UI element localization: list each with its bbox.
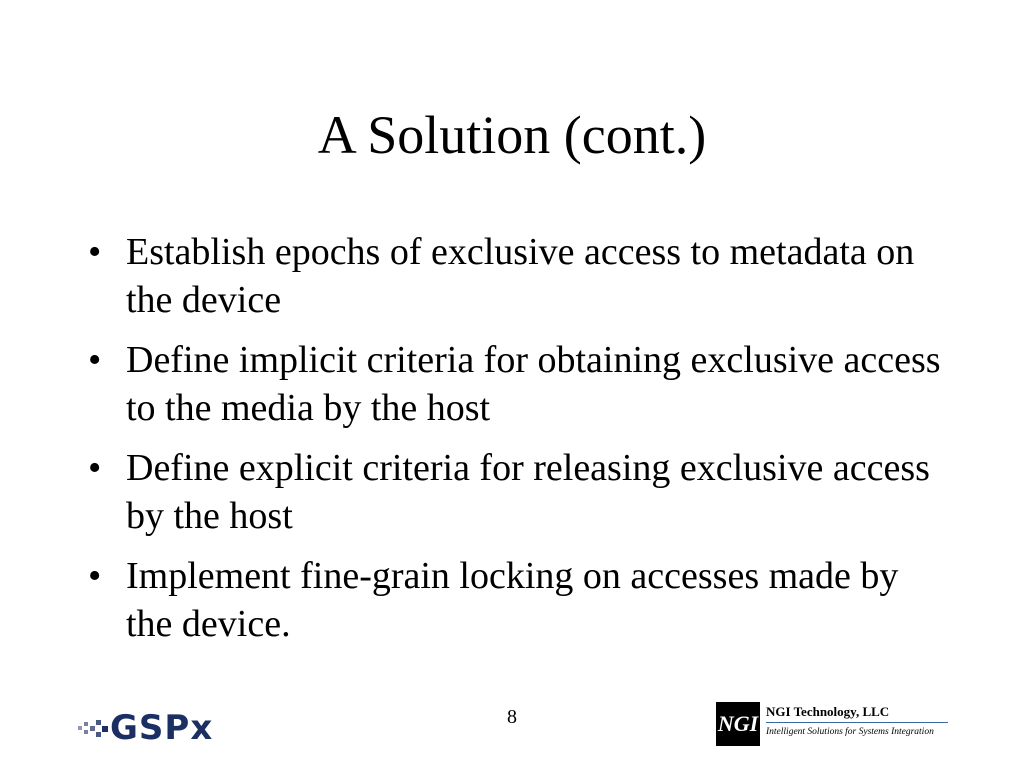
bullet-marker: • [88,447,102,489]
logo-divider [766,722,948,723]
bullet-text: Define implicit criteria for obtaining exclusive access to the media by the host [126,339,941,429]
gspx-logo [74,706,294,746]
bullet-text: Establish epochs of exclusive access to metadata on the device [126,231,915,321]
bullet-item [88,336,948,432]
bullet-marker: • [88,339,102,381]
gspx-logo-graphic [74,706,294,746]
slide-title: A Solution (cont.) [317,105,707,165]
company-tagline: Intelligent Solutions for Systems Integration [766,727,934,737]
bullet-marker: • [88,231,102,273]
bullet-text: Define explicit criteria for releasing exclusive access by the host [126,447,930,537]
bullet-item [88,444,948,540]
ngi-mark-icon: NGI [716,702,760,746]
bullet-marker: • [88,555,102,597]
page-number: 8 [507,706,517,728]
company-name: NGI Technology, LLC [766,704,890,719]
svg-text:GSPx: GSPx [110,708,214,746]
bullet-list [88,228,948,660]
bullet-text: Implement fine-grain locking on accesses made by the device. [126,555,899,645]
bullet-item [88,228,948,324]
bullet-item [88,552,948,648]
ngi-logo [716,700,950,748]
